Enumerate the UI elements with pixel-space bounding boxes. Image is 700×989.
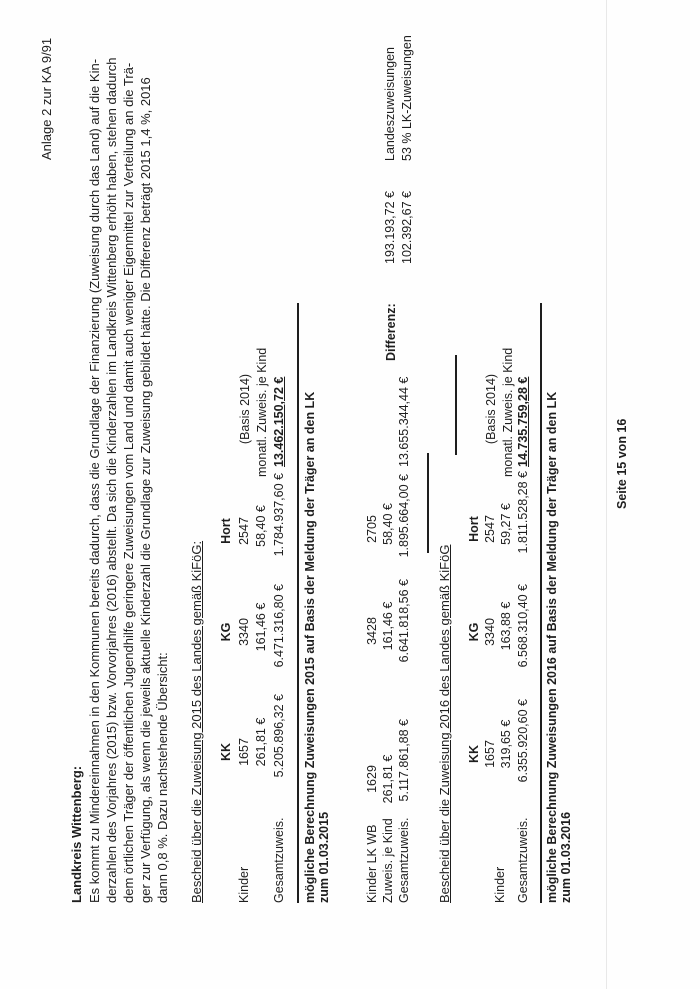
intro-paragraph <box>86 57 171 903</box>
m2015-kg-cell: 6.641.818,56 € <box>397 579 411 663</box>
col-header-hort: Hort <box>219 518 233 544</box>
col-header-kk: KK <box>219 742 233 762</box>
diff-value: 102.392,67 € <box>400 191 414 264</box>
m2016-date: zum 01.03.2016 <box>559 811 573 903</box>
basis-note: (Basis 2014) <box>484 373 498 445</box>
cell-hort-kinder: 2547 <box>237 517 251 545</box>
row-label-kinder: Kinder <box>237 866 251 903</box>
divider-rule <box>297 303 299 903</box>
monthly-note: monatl. Zuweis. je Kind <box>255 347 269 477</box>
col-header-kg: KG <box>219 622 233 642</box>
cell-kk-total: 5.205.896,32 € <box>272 694 286 778</box>
page-footer: Seite 15 von 16 <box>615 418 629 509</box>
sum-2016: 14.735.759,28 € <box>516 376 530 467</box>
col-header-hort: Hort <box>467 516 481 542</box>
row-label-total: Gesamtzuweis. <box>516 817 530 903</box>
paragraph-line: ger zur Verfügung, als wenn die jeweils aktuelle Kinderzahl die Grundlage zur Zuweisung gebildet hätte. Die Differenz beträgt 2015 1,4 %, 2016 <box>138 77 153 903</box>
diff-label: Differenz: <box>384 303 398 361</box>
cell-hort-total: 1.784.937,60 € <box>272 473 286 557</box>
cell-hort-rate: 58,40 € <box>254 505 268 547</box>
m2015-title: mögliche Berechnung Zuweisungen 2015 auf Basis der Meldung der Träger an den LK <box>303 391 317 903</box>
m2015-date: zum 01.03.2015 <box>317 811 331 903</box>
diff-value: 193.193,72 € <box>383 191 397 264</box>
paragraph-line: Es kommt zu Mindereinnahmen in den Kommunen bereits dadurch, dass die Grundlage der Finanzierung (Zuweisung durch das Land) auf die Kin- <box>87 58 102 903</box>
diff-note: Landeszuweisungen <box>383 47 397 161</box>
section-2015-title: Bescheid über die Zuweisung 2015 des Landes gemäß KiFöG: <box>189 540 204 903</box>
m2015-kk-cell: 1629 <box>365 765 379 793</box>
cell-kg-kinder: 3340 <box>237 618 251 646</box>
cell-kk-kinder: 1657 <box>237 738 251 766</box>
m2015-row-label: Gesamtzuweis. <box>397 817 411 903</box>
m2015-hort-cell: 58,40 € <box>381 503 395 545</box>
m2015-row-label: Zuweis. je Kind <box>381 818 395 903</box>
district-heading: Landkreis Wittenberg: <box>69 765 84 903</box>
basis-note: (Basis 2014) <box>238 373 252 445</box>
cell-hort-kinder: 2547 <box>483 515 497 543</box>
m2015-kg-cell: 3428 <box>365 617 379 645</box>
m2015-hort-cell: 2705 <box>365 515 379 543</box>
paragraph-line: dann 0,8 %. Dazu nachstehende Übersicht: <box>155 652 170 903</box>
cell-kg-total: 6.471.316,80 € <box>272 584 286 668</box>
cell-hort-rate: 59,27 € <box>499 503 513 545</box>
divider-rule <box>540 303 542 903</box>
m2015-hort-cell: 1.895.664,00 € <box>397 474 411 558</box>
paragraph-line: dem örtlichen Träger der öffentlichen Jugendhilfe geringere Zuweisungen vom Land und damit auch weniger Eigenmittel zur Verteilung an die Trä- <box>121 62 136 903</box>
row-label-kinder: Kinder <box>493 866 507 903</box>
paragraph-line: derzahlen des Vorjahres (2015) bzw. Vorvorjahres (2016) abstellt. Da sich die Kinderzahlen im Landkreis Wittenberg erhöht haben, stehen dadurch <box>104 57 119 903</box>
cell-kk-kinder: 1657 <box>483 740 497 768</box>
m2015-kk-cell: 261,81 € <box>381 754 395 804</box>
col-header-kk: KK <box>467 744 481 764</box>
m2015-kk-cell: 5.117.861,88 € <box>397 719 411 802</box>
section-2016-title: Bescheid über die Zuweisung 2016 des Landes gemäß KiFöG <box>437 544 452 903</box>
m2015-sum: 13.655.344,44 € <box>397 376 411 467</box>
cell-kk-total: 6.355.920,60 € <box>516 699 530 783</box>
monthly-note: monatl. Zuweis. je Kind <box>501 347 515 477</box>
cell-kg-total: 6.568.310,40 € <box>516 584 530 668</box>
m2015-kg-cell: 161,46 € <box>381 601 395 651</box>
annex-label: Anlage 2 zur KA 9/91 <box>39 37 54 160</box>
divider-rule <box>427 453 429 553</box>
cell-kg-rate: 163,88 € <box>499 601 513 651</box>
cell-kg-kinder: 3340 <box>483 618 497 646</box>
cell-kk-rate: 261,81 € <box>254 717 268 767</box>
cell-kg-rate: 161,46 € <box>254 602 268 652</box>
sum-2015: 13.462.150,72 € <box>272 376 286 467</box>
m2015-row-label: Kinder LK WB <box>365 824 379 903</box>
cell-kk-rate: 319,65 € <box>499 719 513 769</box>
divider-rule <box>455 355 457 455</box>
diff-note: 53 % LK-Zuweisungen <box>400 35 414 161</box>
row-label-total: Gesamtzuweis. <box>272 817 286 903</box>
cell-hort-total: 1.811.528,28 € <box>516 471 530 554</box>
m2016-title: mögliche Berechnung Zuweisungen 2016 auf Basis der Meldung der Träger an den LK <box>545 391 559 903</box>
col-header-kg: KG <box>467 622 481 642</box>
